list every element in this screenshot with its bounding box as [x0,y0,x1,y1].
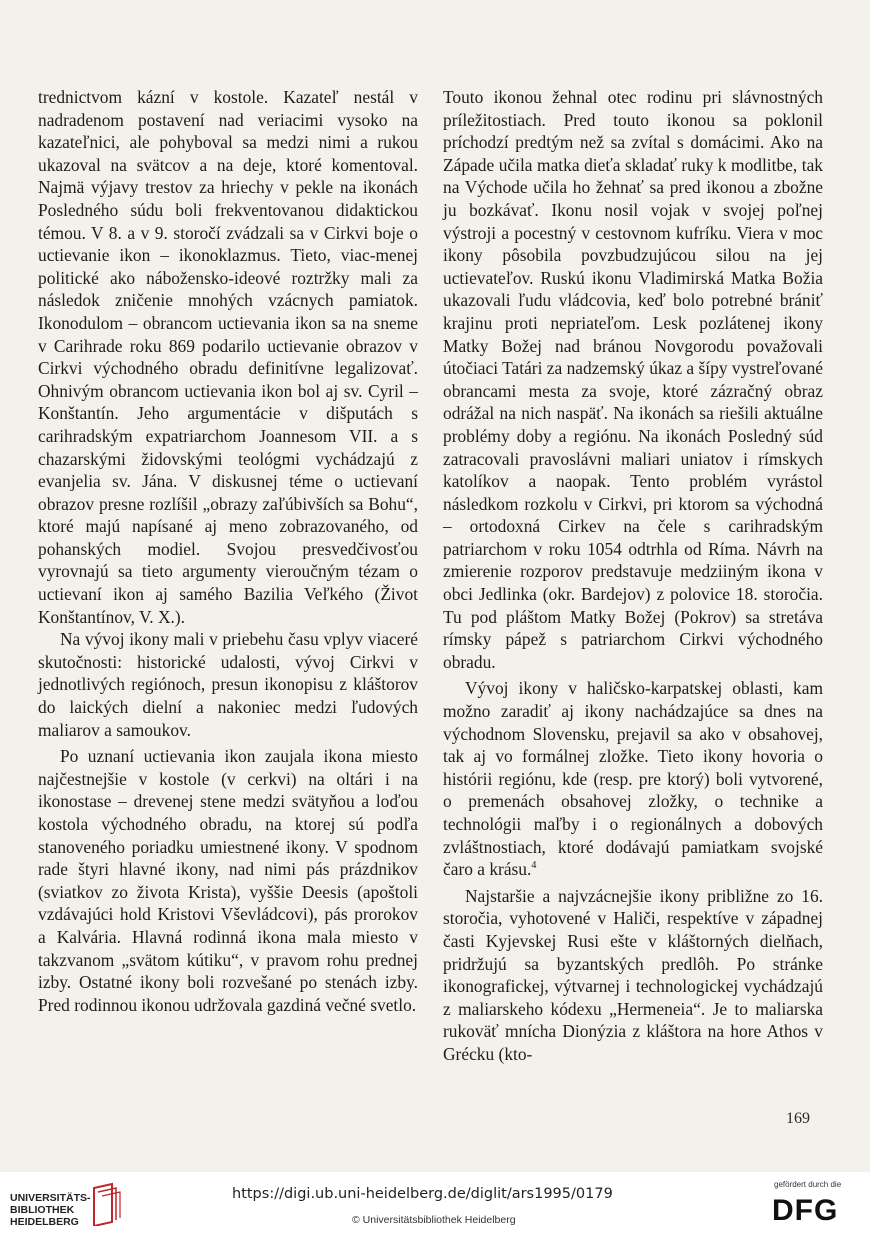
paragraph-text: Vývoj ikony v haličsko-karpatskej oblasti, kam možno zaradiť aj ikony nachádzajúce sa dnes na východnom Slovensku, prejavil sa ako v obsahovej, tak aj vo formálnej zložke. Tieto ikony hovoria o histórii regiónu, kde (resp. pre ktorý) boli vytvorené, o premenách obsahovej zložky, o technike a technológii maľby i o regionálnych a dobových zvláštnostiach, ktoré dodávajú pamiatkam svojské čaro a krásu. [443,678,823,880]
viewer-footer [0,1172,870,1235]
copyright-notice: © Universitätsbibliothek Heidelberg [352,1214,516,1226]
dfg-logo: DFG [772,1194,839,1227]
library-emblem-icon [88,1182,122,1226]
paragraph [443,677,823,880]
funding-note: gefördert durch die [774,1180,842,1189]
funder-badge[interactable] [760,1178,860,1230]
left-text-column [38,86,418,1016]
page-number: 169 [786,1110,810,1127]
library-name: UNIVERSITÄTS- BIBLIOTHEK HEIDELBERG [10,1192,91,1228]
paragraph: Najstaršie a najvzácnejšie ikony približne zo 16. storočia, vyhotovené v Haliči, respektíve v západnej časti Kyjevskej Rusi ešte v kláštorných dielňach, pridržujú sa byzantských predlôh. Po stránke ikonografickej, výtvarnej i technologickej vychádzajú z maliarskeho kódexu „Hermeneia“. Je to maliarska rukoväť mnícha Dionýzia z kláštora na hore Athos v Grécku (kto- [443,885,823,1064]
paragraph: Touto ikonou žehnal otec rodinu pri slávnostných príležitostiach. Pred touto ikonou sa poklonil príchodzí predtým než sa zvítal s domácimi. Ako na Západe učila matka dieťa skladať ruky k modlitbe, tak na Východe učila ho žehnať sa pred ikonou a zbožne ju bozkávať. Ikonu nosil vojak v svojej poľnej výstroji a pocestný v cestovnom kufríku. Viera v moc ikony pôsobila povzbudzujúcou silou na jej uctievateľov. Ruskú ikonu Vladimirská Matka Božia ukazovali ľudu vládcovia, keď bolo potrebné brániť krajinu proti nepriateľom. Lesk pozlátenej ikony Matky Božej nad bránou Novgorodu považovali útočiaci Tatári za nadzemský úkaz a šípy vystreľované obrancami mesta za svoje, ktoré zázračný obraz odrážal na nich naspäť. Na ikonách sa riešili aktuálne problémy doby a regiónu. Na ikonách Posledný súd zatracovali pravoslávni maliari uniatov i rímskych katolíkov a naopak. Tento problém vyrástol následkom rozkolu v Cirkvi, pri ktorom sa východná – ortodoxná Cirkev na čele s carihradským patriarchom v roku 1054 odtrhla od Ríma. Návrh na zmierenie rozporov predstavuje medziiným ikona v obci Jedlinka (okr. Bardejov) z polovice 18. storočia. Tu pod pláštom Matky Božej (Pokrov) sa stretáva rímsky pápež s patriarchom Cirkvi východného obradu. [443,87,823,672]
paragraph: Na vývoj ikony mali v priebehu času vplyv viaceré skutočnosti: historické udalosti, vývoj Cirkvi v jednotlivých regiónoch, presun ikonopisu z kláštorov do laických dielní a nakoniec medzi ľudových maliarov a samoukov. [38,629,418,740]
library-logo[interactable] [10,1180,125,1228]
paragraph: trednictvom kázní v kostole. Kazateľ nestál v nadradenom postavení nad veriacimi vysoko na kazateľnici, ale pohyboval sa medzi nimi a rukou ukazoval na svätcov a na deje, ktoré komentoval. Najmä výjavy trestov za hriechy v pekle na ikonách Posledného súdu boli frekventovanou didaktickou témou. V 8. a v 9. storočí zvádzali sa v Cirkvi boje o uctievanie ikon – ikonoklazmus. Tieto, viac-menej politické ako nábožensko-ideové roztržky mali za následok zničenie mnohých vzácnych pamiatok. Ikonodulom – obrancom uctievania ikon sa na sneme v Carihrade roku 869 podarilo uctievanie obrazov v Cirkvi východného obradu definitívne legalizovať. Ohnivým obrancom uctievania ikon bol aj sv. Cyril – Konštantín. Jeho argumentácie v dišputách s carihradským expatriarchom Joannesom VII. a s chazarskými židovskými teológmi vychádzajú z evanjelia sv. Jána. V diskusnej téme o uctievaní obrazov presne rozlíšil „obrazy zaľúbivších sa Bohu“, ktoré majú napísané aj meno zobrazovaného, od pohanských modiel. Svojou presvedčivosťou vyrovnajú sa tieto argumenty vieroučným tézam o uctievaní ikon aj samého Bazilia Veľkého (Život Konštantínov, V. X.). [38,87,418,627]
right-text-column [443,86,823,1066]
footnote-ref[interactable]: 4 [531,860,537,872]
permalink-url[interactable]: https://digi.ub.uni-heidelberg.de/diglit/ars1995/0179 [232,1186,613,1202]
paragraph: Po uznaní uctievania ikon zaujala ikona miesto najčestnejšie v kostole (v cerkvi) na oltári i na ikonostase – drevenej stene medzi svätyňou a loďou kostola východného obradu, na ktorej sú podľa stanoveného poriadku umiestnené ikony. V spodnom rade štyri hlavné ikony, nad nimi pás prázdnikov (sviatkov zo života Krista), vyššie Deesis (apoštoli vzdávajúci hold Kristovi Vševládcovi), pás prorokov a Kalvária. Hlavná rodinná ikona mala miesto v takzvanom „svätom kútiku“, v pravom rohu prednej izby. Ostatné ikony boli rozvešané po stenách izby. Pred rodinnou ikonou udržovala gazdiná večné svetlo. [38,746,418,1015]
